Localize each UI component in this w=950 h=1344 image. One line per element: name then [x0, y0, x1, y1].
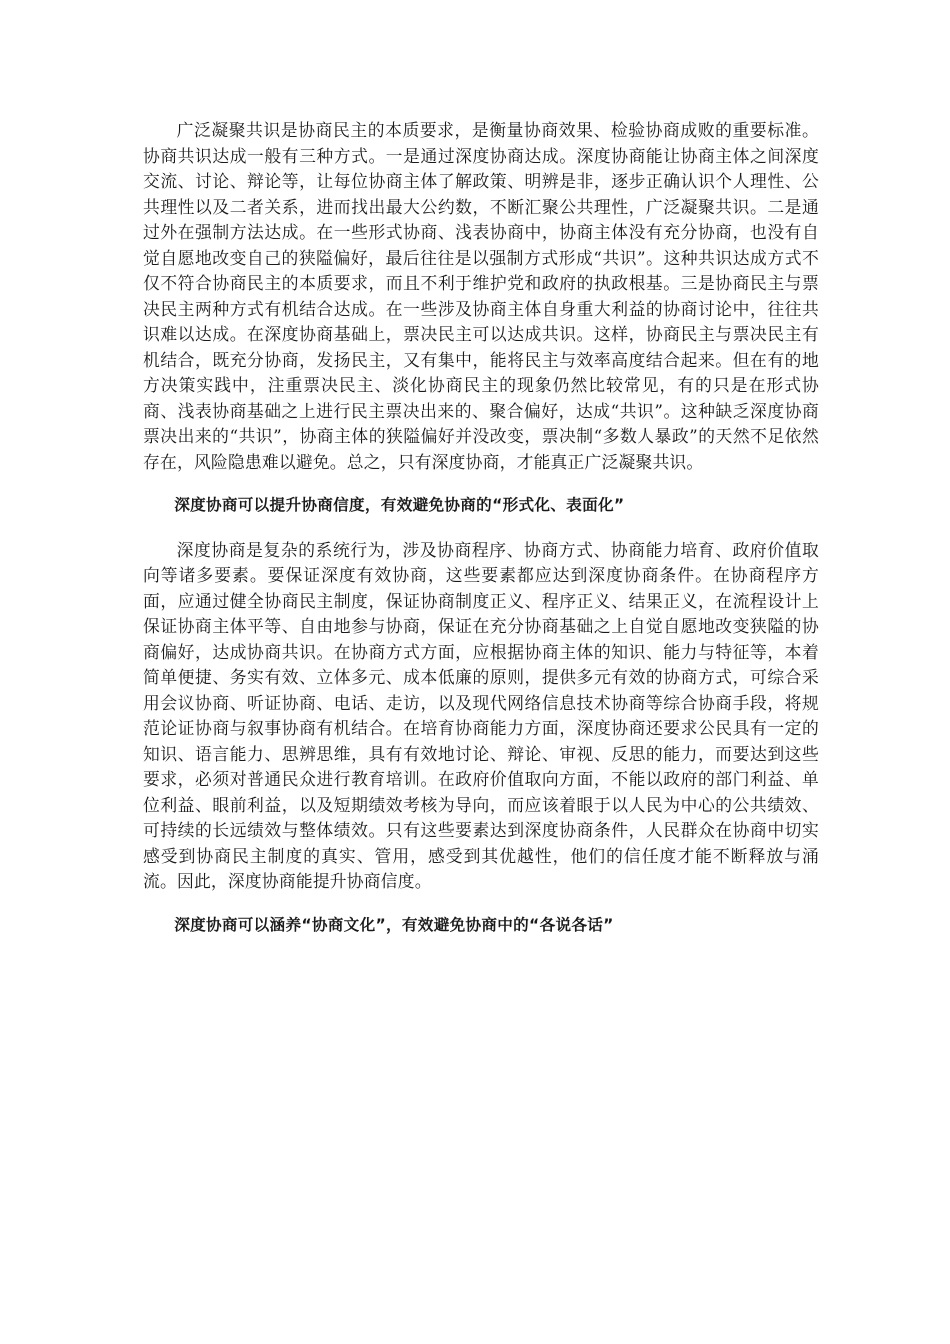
- body-paragraph: 广泛凝聚共识是协商民主的本质要求，是衡量协商效果、检验协商成败的重要标准。协商共识达成一般有三种方式。一是通过深度协商达成。深度协商能让协商主体之间深度交流、讨论、辩论等，让每位协商主体了解政策、明辨是非，逐步正确认识个人理性、公共理性以及二者关系，进而找出最大公约数，不断汇聚公共理性，广泛凝聚共识。二是通过外在强制方法达成。在一些形式协商、浅表协商中，协商主体没有充分协商，也没有自觉自愿地改变自己的狭隘偏好，最后往往是以强制方式形成“共识”。这种共识达成方式不仅不符合协商民主的本质要求，而且不利于维护党和政府的执政根基。三是协商民主与票决民主两种方式有机结合达成。在一些涉及协商主体自身重大利益的协商讨论中，往往共识难以达成。在深度协商基础上，票决民主可以达成共识。这样，协商民主与票决民主有机结合，既充分协商，发扬民主，又有集中，能将民主与效率高度结合起来。但在有的地方决策实践中，注重票决民主、淡化协商民主的现象仍然比较常见，有的只是在形式协商、浅表协商基础之上进行民主票决出来的、聚合偏好，达成“共识”。这种缺乏深度协商票决出来的“共识”，协商主体的狭隘偏好并没改变，票决制“多数人暴政”的天然不足依然存在，风险隐患难以避免。总之，只有深度协商，才能真正广泛凝聚共识。: [143, 120, 819, 472]
- section-heading: 深度协商可以涵养“协商文化”，有效避免协商中的“各说各话”: [174, 915, 614, 934]
- body-paragraph: 深度协商是复杂的系统行为，涉及协商程序、协商方式、协商能力培育、政府价值取向等诸多要素。要保证深度有效协商，这些要素都应达到深度协商条件。在协商程序方面，应通过健全协商民主制度，保证协商制度正义、程序正义、结果正义，在流程设计上保证协商主体平等、自由地参与协商，保证在充分协商基础之上自觉自愿地改变狭隘的协商偏好，达成协商共识。在协商方式方面，应根据协商主体的知识、能力与特征等，本着简单便捷、务实有效、立体多元、成本低廉的原则，提供多元有效的协商方式，可综合采用会议协商、听证协商、电话、走访，以及现代网络信息技术协商等综合协商手段，将规范论证协商与叙事协商有机结合。在培育协商能力方面，深度协商还要求公民具有一定的知识、语言能力、思辨思维，具有有效地讨论、辩论、审视、反思的能力，而要达到这些要求，必须对普通民众进行教育培训。在政府价值取向方面，不能以政府的部门利益、单位利益、眼前利益，以及短期绩效考核为导向，而应该着眼于以人民为中心的公共绩效、可持续的长远绩效与整体绩效。只有这些要素达到深度协商条件，人民群众在协商中切实感受到协商民主制度的真实、管用，感受到其优越性，他们的信任度才能不断释放与涌流。因此，深度协商能提升协商信度。: [143, 539, 819, 891]
- document-body: [143, 118, 819, 957]
- section-heading: 深度协商可以提升协商信度，有效避免协商的“形式化、表面化”: [174, 496, 625, 514]
